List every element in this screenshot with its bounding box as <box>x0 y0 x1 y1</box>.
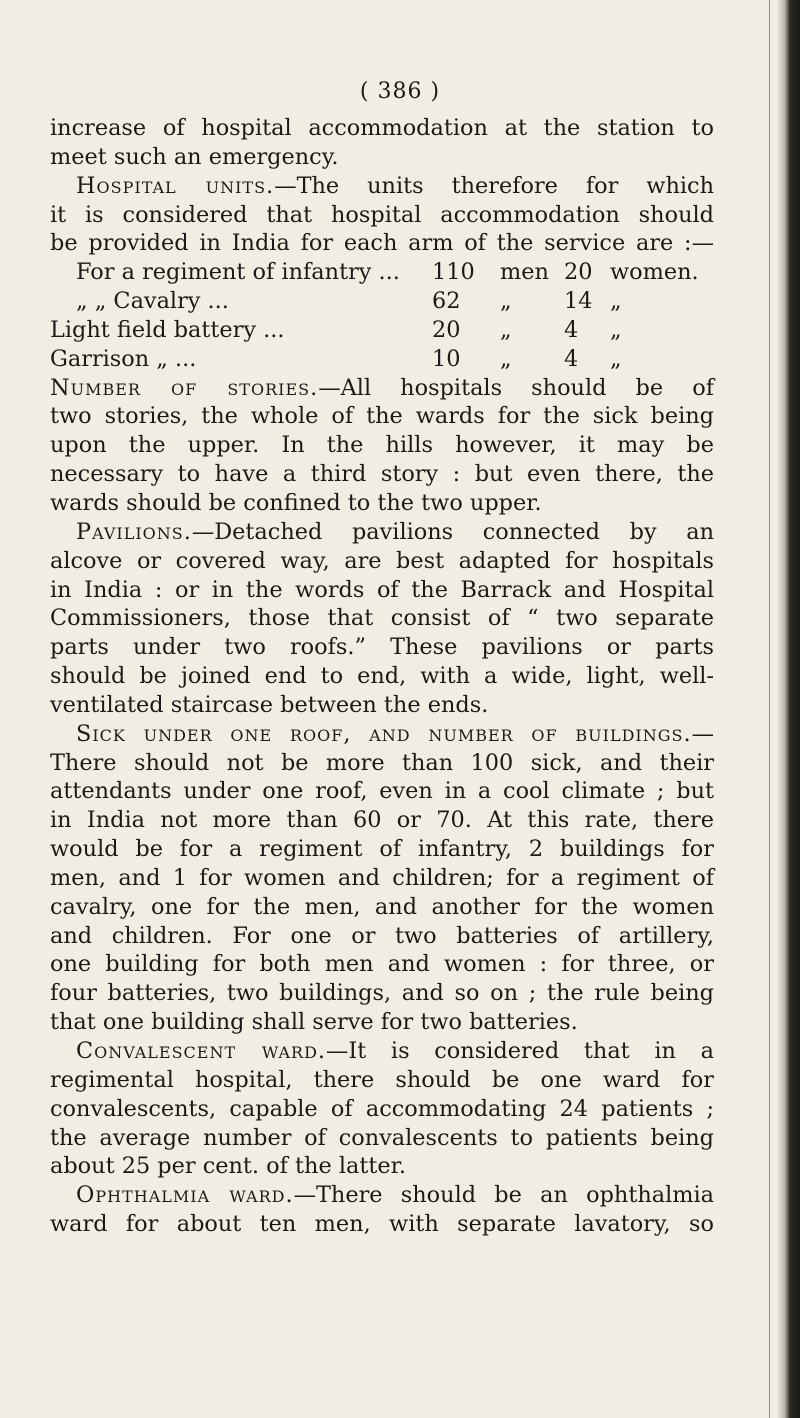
sick-line-4: in India not more than 60 or 70. At this rate, there <box>50 807 714 834</box>
sick-line-6: men, and 1 for women and children; for a regiment of <box>50 864 714 891</box>
pavilions-line-7: ventilated staircase between the ends. <box>50 691 489 718</box>
sick-line-5: would be for a regiment of infantry, 2 buildings for <box>50 836 714 863</box>
convalescent-line-4: the average number of convalescents to patients being <box>50 1124 714 1151</box>
women-label: „ <box>610 288 622 315</box>
women-count: 20 <box>564 259 593 286</box>
units-table-row <box>50 287 714 316</box>
men-label: „ <box>500 345 512 372</box>
women-count: 4 <box>564 316 579 343</box>
women-label: women. <box>610 259 699 286</box>
convalescent-heading: Convalescent ward. <box>76 1038 327 1064</box>
women-label: „ <box>610 345 622 372</box>
hospital-units-heading: Hospital units. <box>76 172 275 199</box>
stories-line-2: two stories, the whole of the wards for the sick being <box>50 403 714 430</box>
sick-line-10: four batteries, two buildings, and so on ; the rule being <box>50 980 714 1007</box>
stories-line-1: Number of stories.—All hospitals should be of <box>50 374 714 401</box>
women-count: 4 <box>564 345 579 372</box>
pavilions-line-6: should be joined end to end, with a wide, light, well- <box>50 663 714 690</box>
page-edge-line <box>769 0 770 1418</box>
sick-line-11: that one building shall serve for two batteries. <box>50 1009 578 1036</box>
pavilions-line-3: in India : or in the words of the Barrack and Hospital <box>50 576 714 603</box>
unit-name: For a regiment of infantry ... <box>76 259 400 286</box>
unit-name: Light field battery ... <box>50 316 285 343</box>
sick-line-9: one building for both men and women : for three, or <box>50 951 714 978</box>
ophthalmia-heading: Ophthalmia ward. <box>76 1182 294 1209</box>
men-count: 110 <box>432 259 475 286</box>
men-count: 20 <box>432 316 461 343</box>
men-count: 62 <box>432 288 461 315</box>
convalescent-line-5: about 25 per cent. of the latter. <box>50 1153 406 1180</box>
stories-line-4: necessary to have a third story : but even there, the <box>50 461 714 488</box>
stories-heading: Number of stories. <box>50 374 319 401</box>
pavilions-heading: Pavilions. <box>76 518 192 545</box>
units-table-row <box>50 316 714 345</box>
sick-line-8: and children. For one or two batteries of artillery, <box>50 922 714 949</box>
convalescent-line-2: regimental hospital, there should be one ward for <box>50 1066 714 1093</box>
book-spine <box>778 0 800 1418</box>
page-number: ( 386 ) <box>359 79 441 104</box>
men-label: „ <box>500 288 512 315</box>
convalescent-line-1: Convalescent ward.—It is considered that in a <box>76 1038 714 1064</box>
pavilions-line-2: alcove or covered way, are best adapted for hospitals <box>50 547 714 574</box>
sick-line-3: attendants under one roof, even in a cool climate ; but <box>50 778 714 805</box>
units-table-row <box>50 258 714 287</box>
pavilions-line-4: Commissioners, those that consist of “ two separate <box>50 605 714 632</box>
pavilions-line-1: Pavilions.—Detached pavilions connected by an <box>76 518 714 545</box>
hospital-units-line-2: it is considered that hospital accommodation should <box>50 201 714 228</box>
women-label: „ <box>610 316 622 343</box>
ophthalmia-line-1: Ophthalmia ward.—There should be an ophthalmia <box>76 1182 715 1209</box>
hospital-units-line-1: Hospital units.—The units therefore for which <box>76 172 715 199</box>
stories-line-5: wards should be confined to the two upper. <box>50 489 542 516</box>
men-count: 10 <box>432 345 461 372</box>
ophthalmia-line-2: ward for about ten men, with separate lavatory, so <box>50 1211 714 1238</box>
stories-line-3: upon the upper. In the hills however, it may be <box>50 432 714 459</box>
convalescent-line-3: convalescents, capable of accommodating 24 patients ; <box>50 1095 714 1122</box>
intro-line-2: meet such an emergency. <box>50 143 339 170</box>
sick-line-7: cavalry, one for the men, and another for the women <box>50 893 714 920</box>
pavilions-line-5: parts under two roofs.” These pavilions or parts <box>50 634 714 661</box>
sick-line-2: There should not be more than 100 sick, and their <box>50 749 714 776</box>
sick-line-1: Sick under one roof, and number of buildings.— <box>76 720 714 747</box>
body-text <box>50 114 714 1239</box>
men-label: „ <box>500 316 512 343</box>
sick-heading: Sick under one roof, and number of buildings. <box>76 720 692 747</box>
hospital-units-line-3: be provided in India for each arm of the service are :— <box>50 230 714 257</box>
men-label: men <box>500 259 549 286</box>
units-table-row <box>50 345 714 374</box>
women-count: 14 <box>564 288 593 315</box>
intro-line-1: increase of hospital accommodation at the station to <box>50 115 714 141</box>
unit-name: Garrison „ ... <box>50 345 197 372</box>
unit-name: „ „ Cavalry ... <box>76 288 229 315</box>
